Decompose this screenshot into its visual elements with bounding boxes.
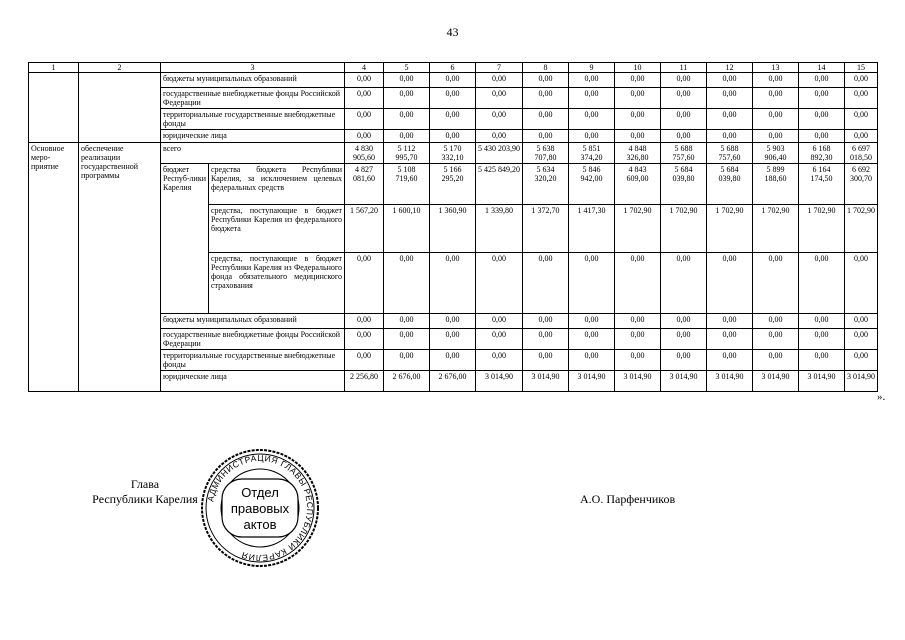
value-cell: 5 638 707,80 [523, 143, 569, 164]
column-number: 8 [523, 63, 569, 73]
value-cell: 0,00 [384, 109, 430, 130]
value-cell: 0,00 [430, 329, 476, 350]
column-number: 6 [430, 63, 476, 73]
value-cell: 1 702,90 [707, 205, 753, 253]
signatory-title-line2: Республики Карелия [92, 492, 198, 506]
empty-cell [79, 73, 161, 143]
row-label: бюджеты муниципальных образований [161, 73, 345, 88]
value-cell: 0,00 [615, 350, 661, 371]
value-cell: 0,00 [799, 109, 845, 130]
value-cell: 1 702,90 [845, 205, 878, 253]
value-cell: 0,00 [661, 314, 707, 329]
value-cell: 0,00 [523, 130, 569, 143]
value-cell: 5 688 757,60 [707, 143, 753, 164]
value-cell: 6 692 300,70 [845, 164, 878, 205]
activity-name: обеспечение реализации государственной программы [79, 143, 161, 392]
value-cell: 0,00 [345, 130, 384, 143]
value-cell: 2 256,80 [345, 371, 384, 392]
budget-table [28, 62, 878, 392]
value-cell: 0,00 [707, 314, 753, 329]
value-cell: 0,00 [430, 109, 476, 130]
value-cell: 0,00 [799, 130, 845, 143]
value-cell: 0,00 [707, 73, 753, 88]
value-cell: 0,00 [845, 109, 878, 130]
value-cell: 0,00 [845, 350, 878, 371]
row-label: юридические лица [161, 130, 345, 143]
value-cell: 3 014,90 [476, 371, 523, 392]
value-cell: 0,00 [753, 350, 799, 371]
signatory-title-line1: Глава [130, 477, 160, 491]
value-cell: 4 827 081,60 [345, 164, 384, 205]
value-cell: 0,00 [345, 73, 384, 88]
value-cell: 3 014,90 [569, 371, 615, 392]
value-cell: 5 634 320,20 [523, 164, 569, 205]
value-cell: 1 567,20 [345, 205, 384, 253]
value-cell: 5 903 906,40 [753, 143, 799, 164]
value-cell: 0,00 [569, 88, 615, 109]
value-cell: 5 684 039,80 [661, 164, 707, 205]
value-cell: 1 702,90 [661, 205, 707, 253]
value-cell: 0,00 [384, 350, 430, 371]
row-label: государственные внебюджетные фонды Российской Федерации [161, 329, 345, 350]
value-cell: 5 899 188,60 [753, 164, 799, 205]
row-label: территориальные государственные внебюджетные фонды [161, 109, 345, 130]
value-cell: 0,00 [384, 253, 430, 314]
value-cell: 0,00 [523, 88, 569, 109]
value-cell: 0,00 [430, 314, 476, 329]
column-number: 11 [661, 63, 707, 73]
value-cell: 4 830 905,60 [345, 143, 384, 164]
value-cell: 0,00 [845, 314, 878, 329]
stamp-text: Отдел [241, 485, 279, 500]
value-cell: 0,00 [707, 130, 753, 143]
value-cell: 0,00 [753, 329, 799, 350]
value-cell: 5 425 849,20 [476, 164, 523, 205]
page-number: 43 [446, 25, 459, 39]
value-cell: 5 846 942,00 [569, 164, 615, 205]
value-cell: 0,00 [615, 314, 661, 329]
value-cell: 0,00 [661, 253, 707, 314]
value-cell: 0,00 [615, 73, 661, 88]
column-number: 10 [615, 63, 661, 73]
value-cell: 0,00 [384, 130, 430, 143]
value-cell: 0,00 [476, 88, 523, 109]
value-cell: 0,00 [615, 329, 661, 350]
value-cell: 0,00 [384, 73, 430, 88]
value-cell: 0,00 [661, 88, 707, 109]
column-number: 12 [707, 63, 753, 73]
value-cell: 0,00 [707, 109, 753, 130]
column-number-row [29, 63, 878, 73]
value-cell: 0,00 [569, 329, 615, 350]
value-cell: 0,00 [476, 329, 523, 350]
value-cell: 0,00 [476, 109, 523, 130]
value-cell: 0,00 [430, 130, 476, 143]
column-number: 3 [161, 63, 345, 73]
value-cell: 0,00 [661, 350, 707, 371]
column-number: 7 [476, 63, 523, 73]
column-number: 14 [799, 63, 845, 73]
row-label: средства, поступающие в бюджет Республики Карелия из федерального бюджета [209, 205, 345, 253]
value-cell: 0,00 [345, 350, 384, 371]
value-cell: 0,00 [615, 109, 661, 130]
value-cell: 0,00 [707, 88, 753, 109]
value-cell: 0,00 [753, 88, 799, 109]
value-cell: 0,00 [753, 109, 799, 130]
value-cell: 1 339,80 [476, 205, 523, 253]
value-cell: 3 014,90 [799, 371, 845, 392]
value-cell: 0,00 [523, 314, 569, 329]
value-cell: 0,00 [345, 109, 384, 130]
column-number: 13 [753, 63, 799, 73]
value-cell: 0,00 [707, 329, 753, 350]
stamp-seal-icon [199, 447, 321, 569]
value-cell: 0,00 [476, 314, 523, 329]
table-row [29, 73, 878, 88]
value-cell: 0,00 [523, 329, 569, 350]
value-cell: 3 014,90 [661, 371, 707, 392]
value-cell: 5 851 374,20 [569, 143, 615, 164]
value-cell: 0,00 [523, 109, 569, 130]
value-cell: 6 164 174,50 [799, 164, 845, 205]
value-cell: 0,00 [661, 109, 707, 130]
closing-quote: ». [877, 391, 886, 403]
value-cell: 6 168 892,30 [799, 143, 845, 164]
value-cell: 0,00 [476, 73, 523, 88]
value-cell: 0,00 [345, 88, 384, 109]
value-cell: 1 417,30 [569, 205, 615, 253]
legal-department-stamp [199, 447, 321, 574]
value-cell: 4 843 609,00 [615, 164, 661, 205]
value-cell: 0,00 [523, 350, 569, 371]
row-label: всего [161, 143, 345, 164]
value-cell: 1 702,90 [753, 205, 799, 253]
signatory-name: А.О. Парфенчиков [580, 492, 676, 506]
column-number: 15 [845, 63, 878, 73]
value-cell: 5 166 295,20 [430, 164, 476, 205]
value-cell: 0,00 [345, 253, 384, 314]
value-cell: 5 170 332,10 [430, 143, 476, 164]
budget-label: бюджет Респуб-лики Карелия [161, 164, 209, 314]
value-cell: 0,00 [845, 88, 878, 109]
value-cell: 0,00 [345, 314, 384, 329]
value-cell: 0,00 [845, 130, 878, 143]
value-cell: 0,00 [430, 350, 476, 371]
value-cell: 2 676,00 [384, 371, 430, 392]
value-cell: 0,00 [523, 73, 569, 88]
value-cell: 0,00 [753, 130, 799, 143]
row-label: юридические лица [161, 371, 345, 392]
value-cell: 3 014,90 [615, 371, 661, 392]
value-cell: 0,00 [569, 350, 615, 371]
value-cell: 5 684 039,80 [707, 164, 753, 205]
value-cell: 5 688 757,60 [661, 143, 707, 164]
activity-type: Основное меро-приятие [29, 143, 79, 392]
row-label: государственные внебюджетные фонды Российской Федерации [161, 88, 345, 109]
value-cell: 4 848 326,80 [615, 143, 661, 164]
value-cell: 5 108 719,60 [384, 164, 430, 205]
value-cell: 5 430 203,90 [476, 143, 523, 164]
value-cell: 3 014,90 [845, 371, 878, 392]
table-row-total [29, 143, 878, 164]
value-cell: 0,00 [753, 314, 799, 329]
value-cell: 0,00 [569, 109, 615, 130]
row-label: территориальные государственные внебюджетные фонды [161, 350, 345, 371]
stamp-text: актов [243, 517, 277, 532]
value-cell: 0,00 [661, 73, 707, 88]
value-cell: 0,00 [430, 73, 476, 88]
value-cell: 0,00 [799, 329, 845, 350]
column-number: 9 [569, 63, 615, 73]
value-cell: 2 676,00 [430, 371, 476, 392]
signatory-title [70, 477, 220, 507]
value-cell: 6 697 018,50 [845, 143, 878, 164]
value-cell: 1 702,90 [799, 205, 845, 253]
value-cell: 0,00 [569, 253, 615, 314]
value-cell: 0,00 [345, 329, 384, 350]
row-label: бюджеты муниципальных образований [161, 314, 345, 329]
value-cell: 1 702,90 [615, 205, 661, 253]
column-number: 2 [79, 63, 161, 73]
value-cell: 1 360,90 [430, 205, 476, 253]
value-cell: 0,00 [476, 350, 523, 371]
column-number: 1 [29, 63, 79, 73]
stamp-text: правовых [230, 501, 290, 516]
value-cell: 0,00 [799, 253, 845, 314]
value-cell: 0,00 [523, 253, 569, 314]
value-cell: 0,00 [845, 73, 878, 88]
value-cell: 0,00 [707, 253, 753, 314]
value-cell: 0,00 [799, 350, 845, 371]
value-cell: 0,00 [384, 88, 430, 109]
value-cell: 0,00 [476, 253, 523, 314]
value-cell: 0,00 [799, 88, 845, 109]
value-cell: 0,00 [615, 88, 661, 109]
value-cell: 0,00 [615, 253, 661, 314]
value-cell: 0,00 [430, 88, 476, 109]
value-cell: 3 014,90 [523, 371, 569, 392]
column-number: 5 [384, 63, 430, 73]
value-cell: 0,00 [569, 130, 615, 143]
value-cell: 0,00 [845, 329, 878, 350]
value-cell: 3 014,90 [707, 371, 753, 392]
value-cell: 5 112 995,70 [384, 143, 430, 164]
value-cell: 0,00 [615, 130, 661, 143]
value-cell: 0,00 [384, 314, 430, 329]
value-cell: 1 372,70 [523, 205, 569, 253]
value-cell: 0,00 [569, 314, 615, 329]
value-cell: 0,00 [753, 73, 799, 88]
value-cell: 0,00 [384, 329, 430, 350]
value-cell: 0,00 [799, 314, 845, 329]
value-cell: 0,00 [430, 253, 476, 314]
row-label: средства бюджета Республики Карелия, за исключением целевых федеральных средств [209, 164, 345, 205]
row-label: средства, поступающие в бюджет Республики Карелия из Федерального фонда обязательного медицинского страхования [209, 253, 345, 314]
value-cell: 0,00 [661, 130, 707, 143]
column-number: 4 [345, 63, 384, 73]
value-cell: 0,00 [845, 253, 878, 314]
value-cell: 0,00 [753, 253, 799, 314]
value-cell: 1 600,10 [384, 205, 430, 253]
value-cell: 0,00 [569, 73, 615, 88]
value-cell: 0,00 [661, 329, 707, 350]
stamp-ring-text: АДМИНИСТРАЦИЯ ГЛАВЫ РЕСПУБЛИКИ КАРЕЛИЯ [205, 452, 316, 564]
value-cell: 0,00 [707, 350, 753, 371]
value-cell: 3 014,90 [753, 371, 799, 392]
value-cell: 0,00 [476, 130, 523, 143]
empty-cell [29, 73, 79, 143]
value-cell: 0,00 [799, 73, 845, 88]
